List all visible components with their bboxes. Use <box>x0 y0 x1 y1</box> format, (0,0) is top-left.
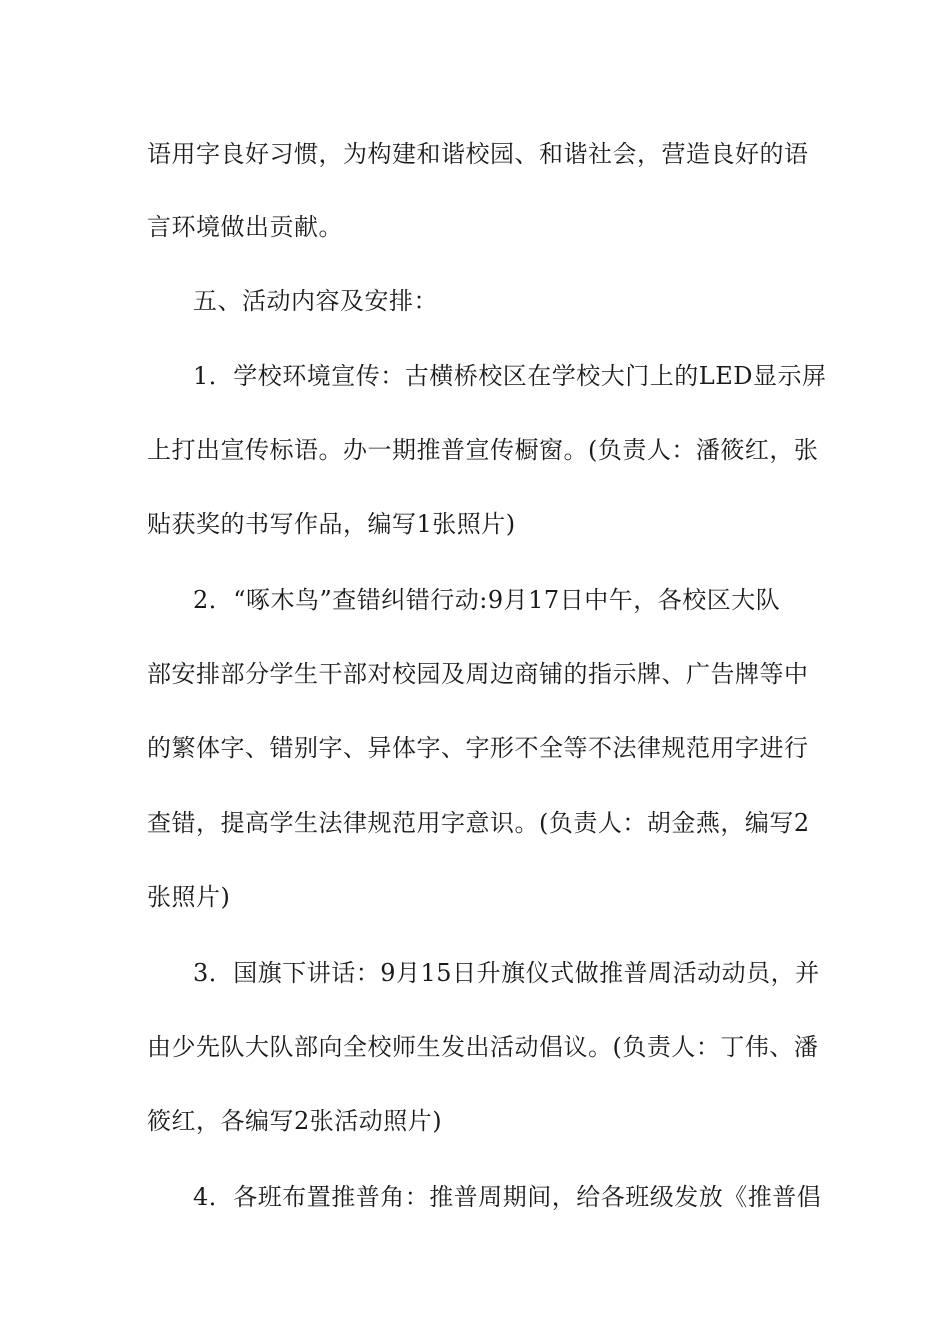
item-4-line-1: 4．各班布置推普角：推普周期间，给各班级发放《推普倡 <box>193 1183 822 1211</box>
item-2-line-3: 的繁体字、错别字、异体字、字形不全等不法律规范用字进行 <box>147 734 809 762</box>
item-3-line-3: 筱红，各编写2张活动照片) <box>147 1107 443 1135</box>
item-1-line-1: 1．学校环境宣传：古横桥校区在学校大门上的LED显示屏 <box>193 362 827 390</box>
text-line-1: 语用字良好习惯，为构建和谐校园、和谐社会，营造良好的语 <box>147 140 809 168</box>
text-line-2: 言环境做出贡献。 <box>147 213 343 241</box>
item-2-line-1: 2．“啄木鸟”查错纠错行动:9月17日中午，各校区大队 <box>193 586 781 614</box>
section-heading: 五、活动内容及安排： <box>193 287 438 315</box>
item-1-line-3: 贴获奖的书写作品，编写1张照片) <box>147 510 516 538</box>
item-3-line-2: 由少先队大队部向全校师生发出活动倡议。(负责人：丁伟、潘 <box>147 1033 819 1061</box>
item-1-line-2: 上打出宣传标语。办一期推普宣传橱窗。(负责人：潘筱红，张 <box>147 436 819 464</box>
item-2-line-4: 查错，提高学生法律规范用字意识。(负责人：胡金燕，编写2 <box>147 809 810 837</box>
item-2-line-2: 部安排部分学生干部对校园及周边商铺的指示牌、广告牌等中 <box>147 660 809 688</box>
item-2-line-5: 张照片) <box>147 883 231 911</box>
item-3-line-1: 3．国旗下讲话：9月15日升旗仪式做推普周活动动员，并 <box>193 959 820 987</box>
